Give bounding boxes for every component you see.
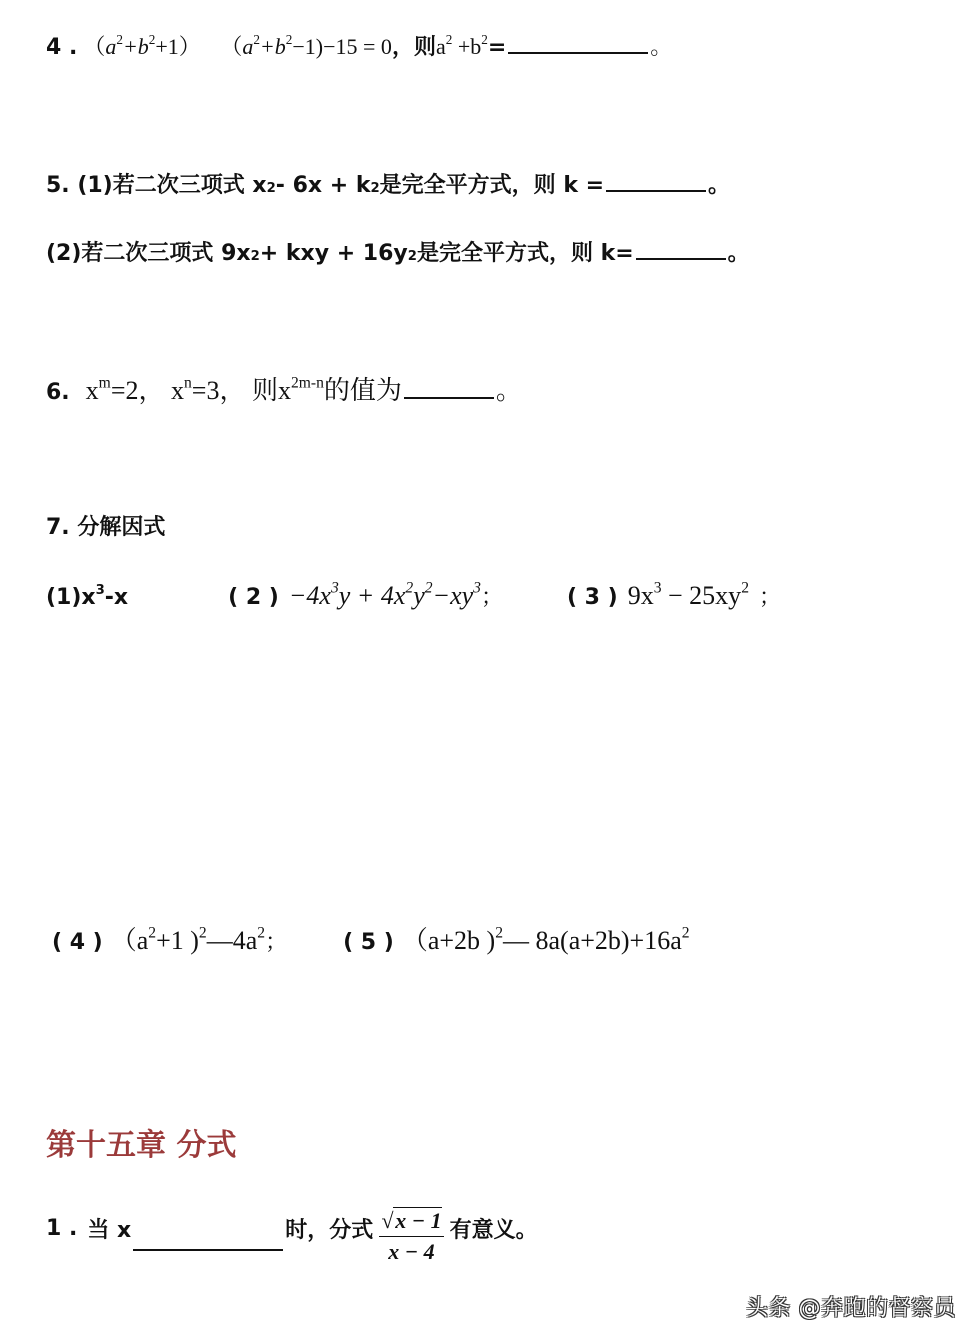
answer-blank[interactable] [133, 1248, 283, 1251]
subquestion-2-label: ( 2 ) [228, 585, 279, 610]
question-number: 5. (1) [46, 173, 113, 198]
question-7-title: 7. 分解因式 [46, 515, 166, 540]
question-text: 若二次三项式 x [112, 173, 267, 198]
question-text: 是完全平方式，则 k = [379, 173, 605, 198]
question-5-part-1: 5. (1) 若二次三项式 x 2 - 6x + k 2 是完全平方式，则 k = 。 [46, 168, 730, 199]
question-text: 当 x [87, 1218, 132, 1243]
fraction-denominator: x − 4 [388, 1239, 435, 1264]
semicolon: ； [758, 585, 781, 610]
period: 。 [650, 35, 673, 60]
question-6 [46, 370, 522, 407]
subquestion-1: $(1)x^3-x$ [46, 583, 129, 610]
connector-text: ，则 [391, 35, 436, 60]
chapter-heading: 第十五章 分式 [46, 1128, 237, 1163]
answer-blank[interactable] [636, 257, 726, 260]
math-expression: + kxy + 16y [259, 241, 408, 266]
subquestion-4-expression: （$a^2+1$ )$^2—4a^2$ [110, 924, 266, 955]
period: 。 [708, 173, 731, 198]
ask-expression: $a^2 +b^2$ [435, 32, 488, 59]
fraction-numerator: √x − 1 [379, 1208, 443, 1237]
question-7-row-2 [52, 920, 690, 957]
question-number: 1 . [46, 1216, 78, 1241]
fraction [379, 1208, 443, 1265]
subquestion-2-expression: $-4x^3y + 4x^2y^2-xy^3$ [288, 579, 481, 610]
answer-blank[interactable] [508, 51, 648, 54]
question-number: (2) [46, 241, 82, 266]
question-5-part-2: (2) 若二次三项式 9x 2 + kxy + 16y 2 是完全平方式，则 k= 。 [46, 236, 750, 267]
question-text: 时，分式 [285, 1218, 374, 1243]
question-7-row-1 [46, 580, 946, 611]
question-text: 若二次三项式 9x [81, 241, 251, 266]
period: 。 [495, 376, 522, 406]
answer-blank[interactable] [404, 396, 494, 399]
question-text: 是完全平方式，则 k= [416, 241, 634, 266]
math-expression: - 6x + k [275, 173, 371, 198]
question-4 [46, 30, 672, 61]
equals-sign: = [487, 35, 507, 60]
subquestion-4-label: ( 4 ) [52, 930, 103, 955]
question-number: 6. [46, 380, 70, 405]
math-expression: $x^m=2$， $x^n=3$， 则$x^{2m-n}$的值为 [85, 374, 402, 405]
subquestion-5-expression: （a+2b )$^2$— $8a(a+2b)+16a^2$ [401, 924, 690, 955]
subquestion-3-label: ( 3 ) [566, 585, 618, 610]
watermark: 头条 @奔跑的督察员 [746, 1296, 956, 1321]
semicolon: ； [265, 930, 288, 955]
question-number: 4 . [46, 35, 78, 60]
answer-blank[interactable] [606, 189, 706, 192]
question-text: 有意义。 [449, 1218, 538, 1243]
subquestion-3-expression: $9x^3 - 25xy^2$ [627, 579, 749, 610]
period: 。 [727, 241, 750, 266]
subquestion-5-label: ( 5 ) [343, 930, 394, 955]
chapter-question-1 [46, 1200, 538, 1264]
math-expression: $(a^2+b^2+1) (a^2+b^2-1)-15 = 0$ [83, 32, 392, 59]
semicolon: ； [480, 585, 503, 610]
